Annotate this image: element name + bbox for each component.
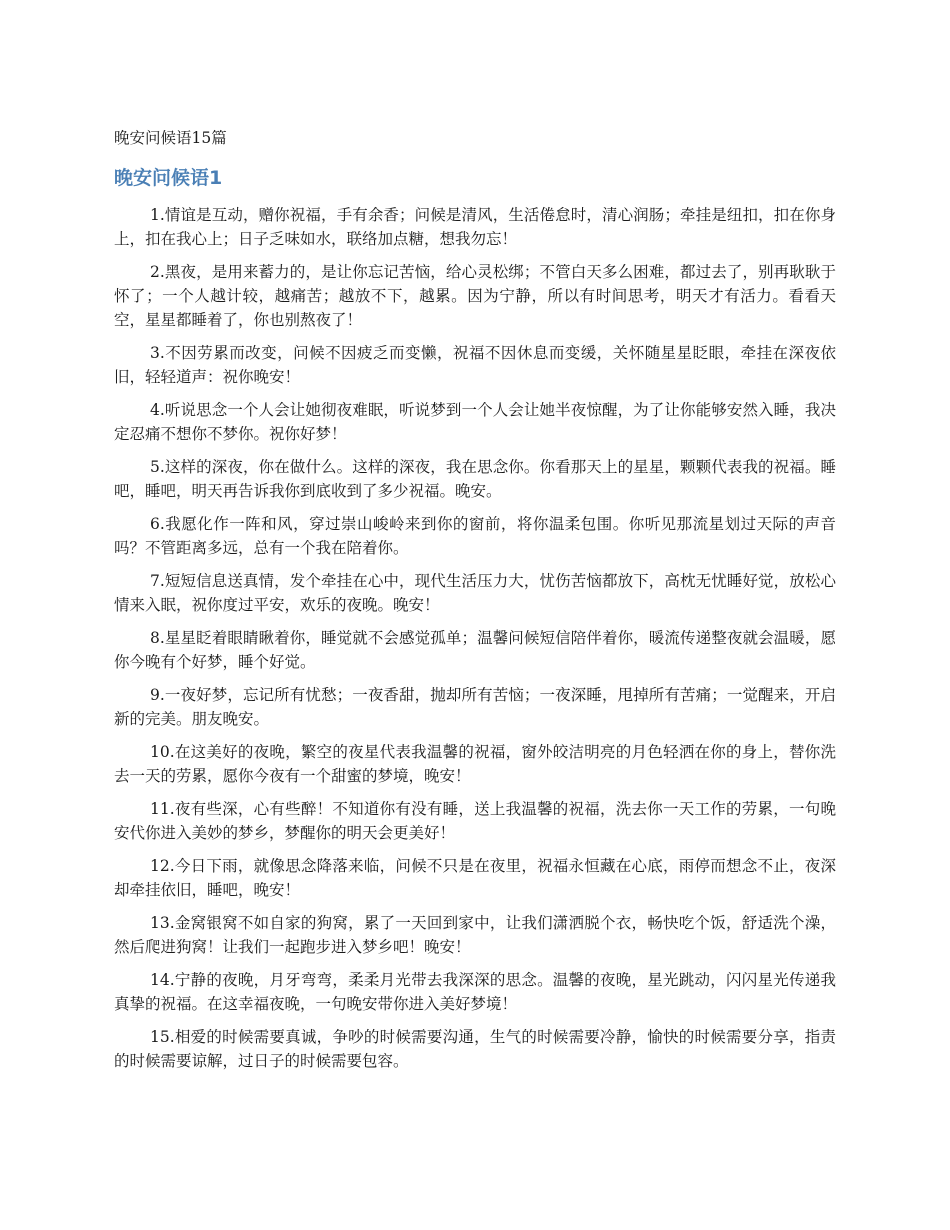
paragraph-2: 2.黑夜，是用来蓄力的，是让你忘记苦恼，给心灵松绑；不管白天多么困难，都过去了，别再耿耿于怀了；一个人越计较，越痛苦；越放不下，越累。因为宁静，所以有时间思考，明天才有活力。看看天空，星星都睡着了，你也别熬夜了！ — [114, 263, 836, 329]
paragraph-10: 10.在这美好的夜晚，繁空的夜星代表我温馨的祝福，窗外皎洁明亮的月色轻洒在你的身上，替你洗去一天的劳累，愿你今夜有一个甜蜜的梦境，晚安！ — [114, 743, 836, 785]
section-heading: 晚安问候语1 — [114, 167, 223, 189]
paragraph-4: 4.听说思念一个人会让她彻夜难眠，听说梦到一个人会让她半夜惊醒，为了让你能够安然入睡，我决定忍痛不想你不梦你。祝你好梦！ — [114, 401, 836, 443]
paragraph-5: 5.这样的深夜，你在做什么。这样的深夜，我在思念你。你看那天上的星星，颗颗代表我的祝福。睡吧，睡吧，明天再告诉我你到底收到了多少祝福。晚安。 — [114, 458, 836, 500]
paragraph-list — [114, 203, 836, 1082]
paragraph-14: 14.宁静的夜晚，月牙弯弯，柔柔月光带去我深深的思念。温馨的夜晚，星光跳动，闪闪星光传递我真挚的祝福。在这幸福夜晚，一句晚安带你进入美好梦境！ — [114, 971, 836, 1013]
paragraph-15: 15.相爱的时候需要真诚，争吵的时候需要沟通，生气的时候需要冷静，愉快的时候需要分享，指责的时候需要谅解，过日子的时候需要包容。 — [114, 1028, 836, 1070]
paragraph-3: 3.不因劳累而改变，问候不因疲乏而变懒，祝福不因休息而变缓，关怀随星星眨眼，牵挂在深夜依旧，轻轻道声：祝你晚安！ — [114, 344, 836, 386]
paragraph-13: 13.金窝银窝不如自家的狗窝，累了一天回到家中，让我们潇洒脱个衣，畅快吃个饭，舒适洗个澡，然后爬进狗窝！让我们一起跑步进入梦乡吧！晚安！ — [114, 914, 836, 956]
paragraph-9: 9.一夜好梦，忘记所有忧愁；一夜香甜，抛却所有苦恼；一夜深睡，甩掉所有苦痛；一觉醒来，开启新的完美。朋友晚安。 — [114, 686, 836, 728]
paragraph-8: 8.星星眨着眼睛瞅着你，睡觉就不会感觉孤单；温馨问候短信陪伴着你，暖流传递整夜就会温暖，愿你今晚有个好梦，睡个好觉。 — [114, 629, 836, 671]
document-title: 晚安问候语15篇 — [114, 129, 227, 147]
paragraph-7: 7.短短信息送真情，发个牵挂在心中，现代生活压力大，忧伤苦恼都放下，高枕无忧睡好觉，放松心情来入眠，祝你度过平安，欢乐的夜晚。晚安！ — [114, 572, 836, 614]
paragraph-11: 11.夜有些深，心有些醉！不知道你有没有睡，送上我温馨的祝福，洗去你一天工作的劳累，一句晚安代你进入美妙的梦乡，梦醒你的明天会更美好！ — [114, 800, 836, 842]
paragraph-1: 1.情谊是互动，赠你祝福，手有余香；问候是清风，生活倦怠时，清心润肠；牵挂是纽扣，扣在你身上，扣在我心上；日子乏味如水，联络加点糖，想我勿忘！ — [114, 206, 836, 248]
paragraph-12: 12.今日下雨，就像思念降落来临，问候不只是在夜里，祝福永恒藏在心底，雨停而想念不止，夜深却牵挂依旧，睡吧，晚安！ — [114, 857, 836, 899]
paragraph-6: 6.我愿化作一阵和风，穿过崇山峻岭来到你的窗前，将你温柔包围。你听见那流星划过天际的声音吗？不管距离多远，总有一个我在陪着你。 — [114, 515, 836, 557]
